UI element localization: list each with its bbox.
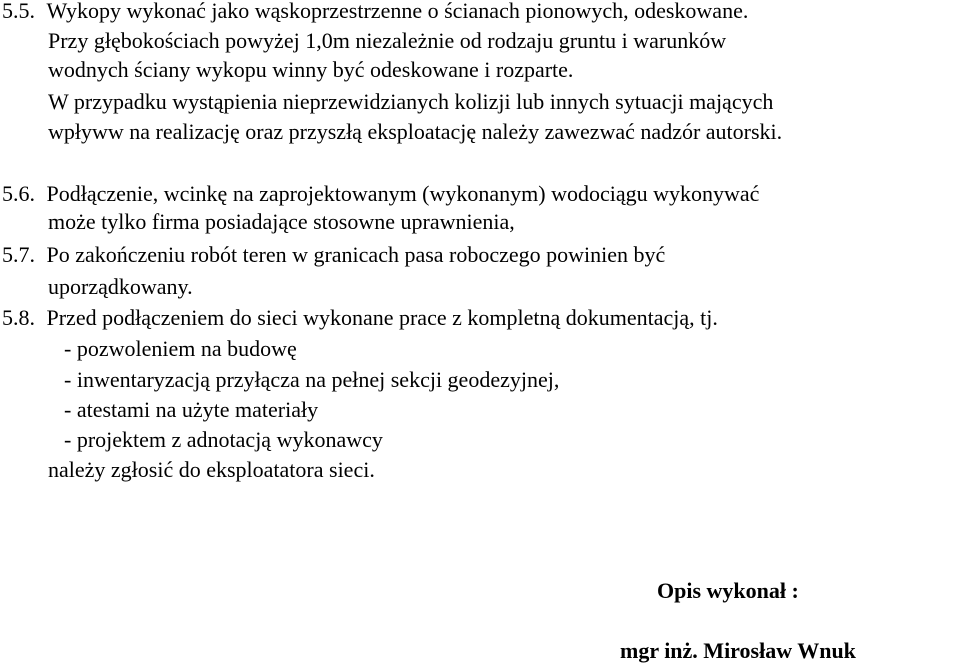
paragraph-text: Przy głębokościach powyżej 1,0m niezależnie od rodzaju gruntu i warunków [48,28,727,53]
section-5-8-line-1 [2,305,718,331]
paragraph-text: uporządkowany. [48,274,193,299]
signature-name-text: mgr inż. Mirosław Wnuk [620,638,856,663]
section-5-6-line-2 [48,209,515,235]
paragraph-text: wodnych ściany wykopu winny być odeskowane i rozparte. [48,57,574,82]
paragraph-text: Po zakończeniu robót teren w granicach pasa roboczego powinien być [46,242,666,267]
list-item-text: - projektem z adnotacją wykonawcy [64,427,383,452]
section-5-5-line-3 [48,57,573,83]
paragraph-text: Wykopy wykonać jako wąskoprzestrzenne o ścianach pionowych, odeskowane. [46,0,749,23]
list-item-text: - atestami na użyte materiały [64,397,319,422]
section-number: 5.8. [2,305,35,330]
section-5-7-line-1 [2,242,665,268]
section-5-5-line-4 [48,89,773,115]
signature-label-text: Opis wykonał : [657,578,799,603]
paragraph-text: W przypadku wystąpienia nieprzewidzianych kolizji lub innych sytuacji mających [48,89,774,114]
paragraph-text: Przed podłączeniem do sieci wykonane prace z kompletną dokumentacją, tj. [46,305,718,330]
section-number: 5.6. [2,181,35,206]
list-item-text: - inwentaryzacją przyłącza na pełnej sekcji geodezyjnej, [64,367,560,392]
list-item [64,397,318,423]
section-5-8-closing [48,457,375,483]
list-item [64,427,383,453]
paragraph-text: wpływw na realizację oraz przyszłą eksploatację należy zawezwać nadzór autorski. [48,119,783,144]
section-number: 5.7. [2,242,35,267]
section-5-5-line-1 [2,0,748,24]
section-5-7-line-2 [48,274,193,300]
section-5-5-line-2 [48,28,950,54]
paragraph-text: należy zgłosić do eksploatatora sieci. [48,457,375,482]
section-number: 5.5. [2,0,35,23]
section-5-6-line-1 [2,181,759,207]
signature-label [657,578,799,604]
section-5-5-line-5 [48,119,782,145]
list-item [64,336,297,362]
paragraph-text: może tylko firma posiadające stosowne uprawnienia, [48,209,515,234]
signature-name [620,638,856,664]
list-item [64,367,559,393]
paragraph-text: Podłączenie, wcinkę na zaprojektowanym (wykonanym) wodociągu wykonywać [46,181,760,206]
list-item-text: - pozwoleniem na budowę [64,336,297,361]
